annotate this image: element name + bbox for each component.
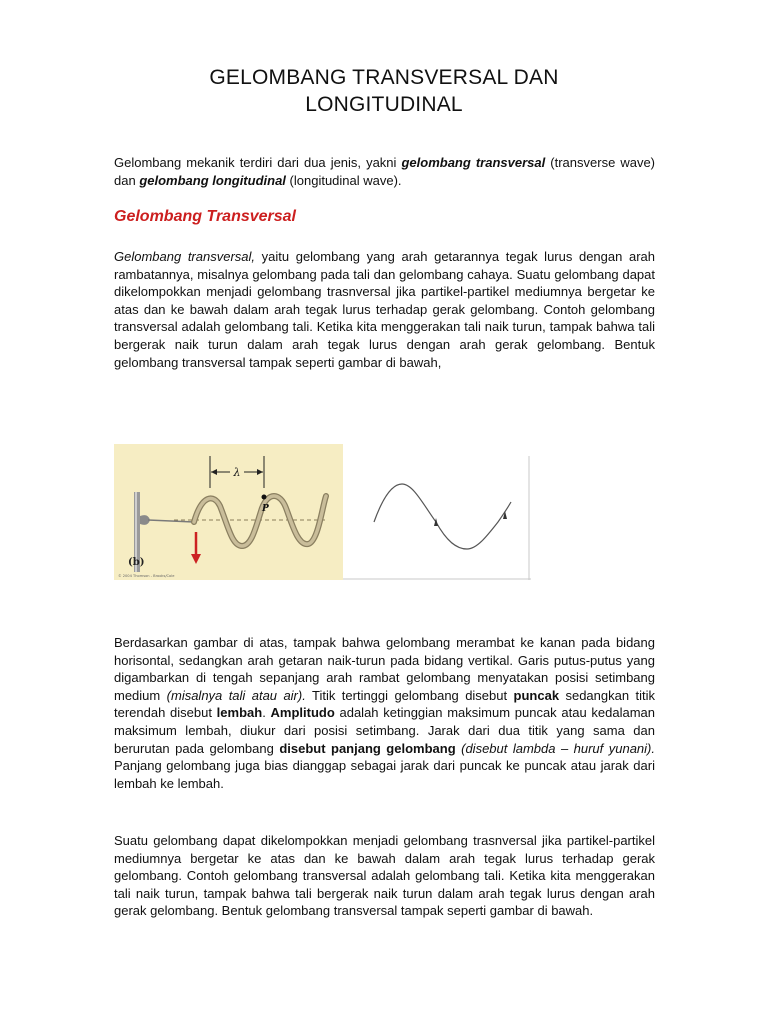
para2-text-2: Titik tertinggi gelombang disebut — [305, 687, 514, 703]
sine-figure-background — [343, 456, 531, 580]
term-transversal: gelombang transversal — [401, 155, 546, 170]
figure-credit: © 2004 Thomson - Brooks/Cole — [118, 574, 175, 578]
intro-text-1: Gelombang mekanik terdiri dari dua jenis, yakni — [114, 155, 402, 170]
section-heading: Gelombang Transversal — [114, 208, 296, 225]
para2-italic-1: (misalnya tali atau air). — [166, 687, 306, 703]
title-line-1: GELOMBANG TRANSVERSAL DAN — [209, 66, 559, 90]
paragraph-1 — [114, 248, 655, 371]
term-puncak: puncak — [513, 687, 560, 703]
para1-text: yaitu gelombang yang arah getarannya tegak lurus dengan arah rambatannya, misalnya gelombang pada tali dan gelombang cahaya. Suatu gelombang dapat dikelompokkan menjadi gelombang trasnversal jika partikel-partikel mediumnya bergetar ke atas dan ke bawah dalam arah tegak lurus terhadap gerak gelombang. Contoh gelombang transversal adalah gelombang tali. Ketika kita menggerakan tali naik turun, tampak bahwa tali bergerak naik turun dalam arah tegak lurus dengan arah gerak gelombang. Bentuk gelombang transversal tampak seperti gambar di bawah, — [114, 249, 655, 370]
para1-italic: Gelombang transversal, — [114, 249, 256, 264]
term-amplitudo: Amplitudo — [270, 705, 335, 721]
para2-text-4: . — [262, 705, 271, 721]
para2-italic-2: (disebut lambda – huruf yunani). — [461, 740, 655, 756]
intro-paragraph — [114, 154, 655, 189]
page-title — [0, 64, 768, 118]
para2-text-5: adalah ketinggian maksimum puncak atau kedalaman maksimum lembah, diukur dari posisi setimbang. Jarak dari dua titik yang sama dan berurutan pada gelombang — [114, 705, 655, 756]
lambda-label: λ — [233, 466, 241, 479]
point-p-label: P — [262, 504, 269, 514]
title-line-2: LONGITUDINAL — [305, 93, 463, 117]
point-p-dot — [262, 495, 267, 500]
intro-text-2: (transverse wave) dan — [114, 155, 656, 188]
para2-text-1: Berdasarkan gambar di atas, tampak bahwa gelombang merambat ke kanan pada bidang horisontal, sedangkan arah getaran naik-turun pada bidang vertikal. Garis putus-putus yang digambarkan di tengah sepanjang arah rambat gelombang menyatakan posisi setimbang medium — [114, 635, 655, 703]
paragraph-3: Suatu gelombang dapat dikelompokkan menjadi gelombang trasnversal jika partikel-partikel mediumnya bergetar ke atas dan ke bawah dalam arah tegak lurus terhadap gerak gelombang. Contoh gelombang transversal adalah gelombang tali. Ketika kita menggerakan tali naik turun, tampak bahwa tali bergerak naik turun dalam arah tegak lurus dengan arah gerak gelombang. Bentuk gelombang transversal tampak seperti gambar di bawah. — [114, 833, 655, 919]
rope-wave-figure — [114, 444, 343, 580]
figure-background — [114, 444, 343, 580]
para2-text-7: Panjang gelombang juga bias dianggap sebagai jarak dari puncak ke puncak atau jarak dari lembah ke lembah. — [114, 758, 655, 791]
intro-text-3: (longitudinal wave). — [285, 172, 402, 188]
sine-wave-figure — [343, 456, 531, 580]
panel-label: (b) — [128, 557, 145, 568]
term-longitudinal: gelombang longitudinal — [139, 172, 286, 188]
para2-text-3: sedangkan titik terendah disebut — [114, 687, 655, 721]
term-panjang-gelombang: disebut panjang gelombang — [279, 740, 456, 756]
paragraph-2 — [114, 634, 655, 792]
term-lembah: lembah — [216, 705, 263, 721]
